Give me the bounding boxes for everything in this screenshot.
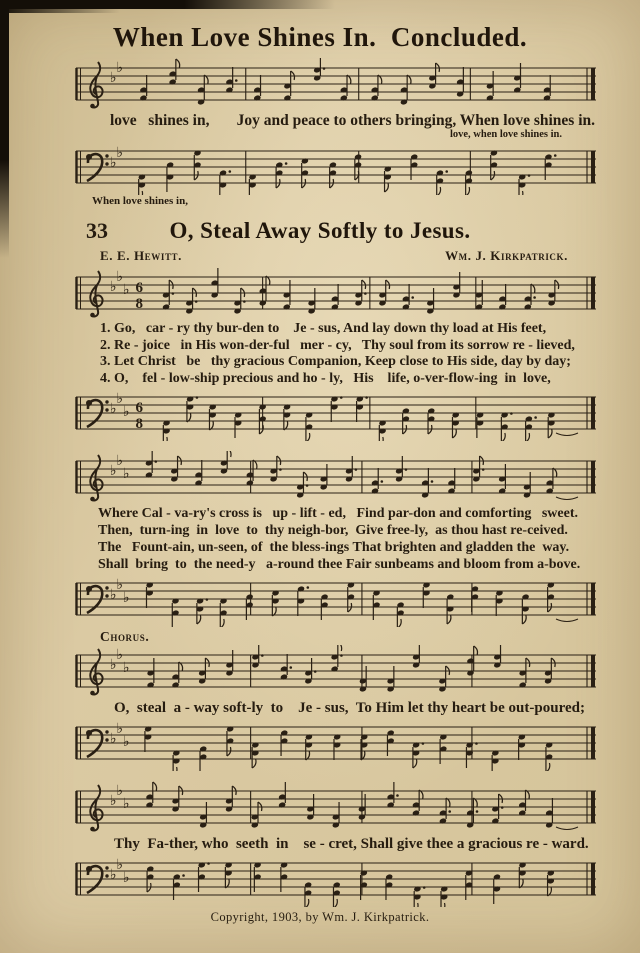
- svg-text:6: 6: [135, 280, 143, 296]
- svg-text:♭: ♭: [110, 70, 117, 86]
- svg-text:♭: ♭: [123, 660, 130, 676]
- verse-line-8: Shall bring to the need-y a-round thee Fair sunbeams and bloom from a-bove.: [98, 557, 581, 572]
- staff-svg-bass: [74, 573, 598, 627]
- svg-text:8: 8: [135, 416, 143, 432]
- svg-text:♭: ♭: [116, 857, 124, 873]
- lyricist-credit: E. E. Hewitt.: [100, 248, 183, 263]
- music-system-treble-chorus-2: [74, 781, 598, 835]
- verse-line-2: 2. Re - joice in His won-der-ful mer - cy, Thy soul from its sorrow re - lieved,: [100, 337, 575, 353]
- copyright-notice: Copyright, 1903, by Wm. J. Kirkpatrick.: [210, 910, 430, 924]
- svg-text:♭: ♭: [116, 577, 124, 593]
- svg-text:♭: ♭: [110, 463, 117, 479]
- lyric-echo-left: When love shines in,: [92, 195, 188, 207]
- music-system-bass-chorus-1: [74, 717, 598, 771]
- svg-text:♭: ♭: [123, 796, 130, 812]
- music-system-bass-chorus-2: [74, 853, 598, 907]
- music-system-bass-verse-1: [74, 387, 598, 441]
- svg-text:♭: ♭: [116, 721, 124, 737]
- svg-text:♭: ♭: [116, 647, 124, 663]
- svg-text:♭: ♭: [110, 155, 117, 171]
- svg-text:♭: ♭: [110, 793, 117, 809]
- svg-text:♭: ♭: [110, 867, 117, 883]
- staff-svg-treble: [74, 451, 598, 505]
- music-system-bass-verse-2: [74, 573, 598, 627]
- music-system-treble-verse-1: [74, 267, 598, 321]
- verse-lyrics-block-2: [0, 505, 640, 573]
- staff-svg-bass: [74, 141, 598, 195]
- svg-text:♭: ♭: [110, 731, 117, 747]
- svg-text:♭: ♭: [123, 734, 130, 750]
- svg-text:♭: ♭: [116, 783, 124, 799]
- page-title: When Love Shines In. Concluded.: [112, 22, 528, 52]
- svg-text:8: 8: [135, 296, 143, 312]
- svg-text:♭: ♭: [110, 587, 117, 603]
- svg-text:♭: ♭: [116, 269, 124, 285]
- music-system-bass-concluded: [74, 141, 598, 195]
- verse-lyrics-block-1: [0, 321, 640, 387]
- chorus-label: Chorus.: [100, 629, 150, 644]
- composer-credit: Wm. J. Kirkpatrick.: [445, 248, 568, 263]
- verse-line-7: The Fount-ain, un-seen, of the bless-ings That brighten and gladden the way.: [98, 540, 570, 555]
- svg-text:♭: ♭: [110, 657, 117, 673]
- verse-line-4: 4. O, fel - low-ship precious and ho - ly, His life, o-ver-flow-ing in love,: [100, 370, 551, 386]
- svg-text:♭: ♭: [116, 453, 124, 469]
- hymn-heading: [0, 218, 640, 246]
- lyric-echo-right: love, when love shines in.: [449, 129, 562, 140]
- verse-line-5: Where Cal - va-ry's cross is up - lift - ed, Find par-don and comforting sweet.: [98, 506, 578, 521]
- svg-text:♭: ♭: [123, 404, 130, 420]
- svg-text:♭: ♭: [116, 60, 124, 76]
- music-system-treble-verse-2: [74, 451, 598, 505]
- chorus-line-2: Thy Fa-ther, who seeth in se - cret, Shall give thee a gracious re - ward.: [114, 836, 589, 852]
- svg-text:♭: ♭: [116, 145, 124, 161]
- staff-svg-treble: [74, 267, 598, 321]
- chorus-line-1: O, steal a - way soft-ly to Je - sus, To Him let thy heart be out-poured;: [114, 700, 585, 716]
- music-system-treble-concluded: [74, 58, 598, 112]
- hymn-number: 33: [86, 218, 108, 243]
- svg-text:♭: ♭: [110, 401, 117, 417]
- staff-svg-bass: [74, 387, 598, 441]
- staff-svg-treble: [74, 58, 598, 112]
- svg-text:6: 6: [135, 400, 143, 416]
- hymn-title: O, Steal Away Softly to Jesus.: [169, 218, 471, 243]
- lyric-line-top: love shines in, Joy and peace to others bringing, When love shines in.: [110, 112, 596, 129]
- svg-text:♭: ♭: [116, 391, 124, 407]
- svg-text:♭: ♭: [123, 590, 130, 606]
- svg-text:♭: ♭: [123, 282, 130, 298]
- verse-line-1: 1. Go, car - ry thy bur-den to Je - sus, And lay down thy load at His feet,: [100, 321, 547, 336]
- verse-line-6: Then, turn-ing in love to thy neigh-bor, Give free-ly, as thou hast re-ceived.: [98, 523, 568, 538]
- staff-svg-bass: [74, 717, 598, 771]
- music-system-treble-chorus-1: [74, 645, 598, 699]
- scan-edge-top: [0, 0, 335, 9]
- staff-svg-treble: [74, 645, 598, 699]
- attribution-row: [0, 248, 640, 263]
- svg-text:♭: ♭: [123, 870, 130, 886]
- scan-edge-top-2: [0, 9, 120, 13]
- svg-text:♭: ♭: [123, 466, 130, 482]
- staff-svg-treble: [74, 781, 598, 835]
- staff-svg-bass: [74, 853, 598, 907]
- svg-text:♭: ♭: [110, 279, 117, 295]
- verse-line-3: 3. Let Christ be thy gracious Companion, Keep close to His side, day by day;: [100, 354, 571, 369]
